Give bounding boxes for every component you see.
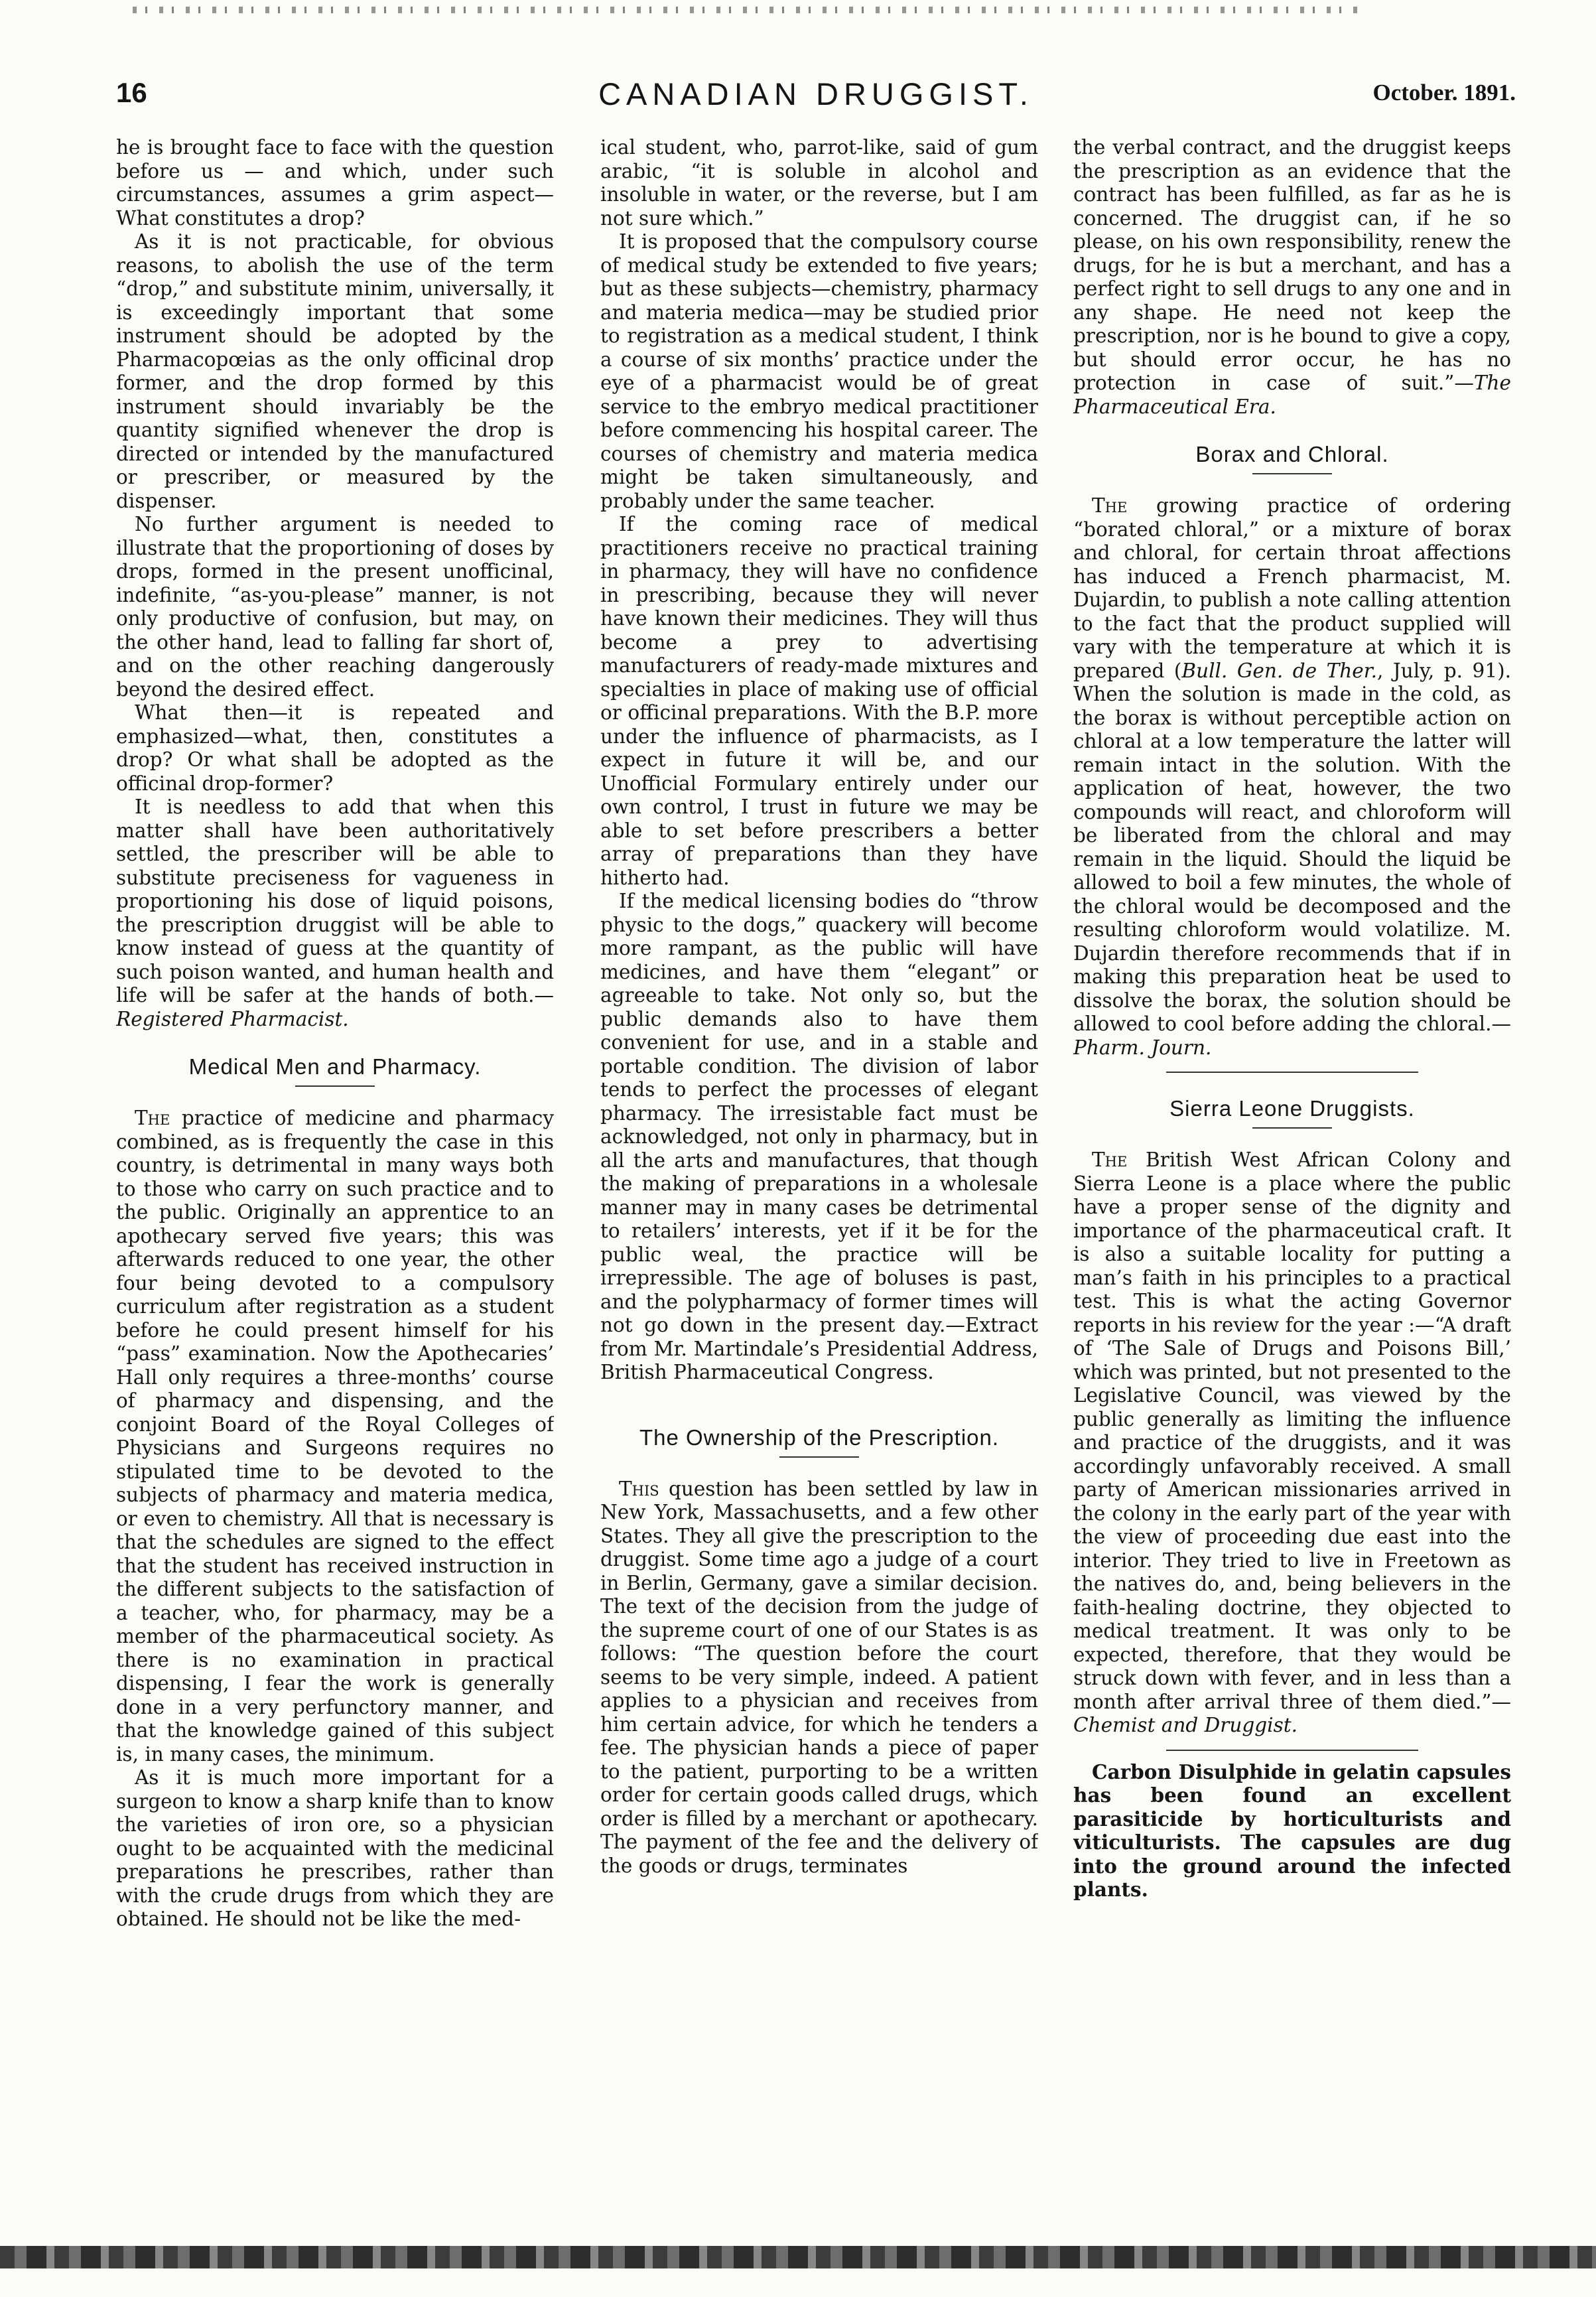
paragraph: What then—it is repeated and emphasized—what, then, constitutes a drop? Or what shall be adopted as the officinal drop-former? (116, 701, 554, 795)
citation: Bull. Gen. de Ther. (1181, 659, 1377, 682)
paragraph: If the medical licensing bodies do “throw physic to the dogs,” quackery will become more rampant, as the public will have medicines, and have them “elegant” or agreeable to take. Not only so, but the public demands also to have them convenient for use, and in a stable and portable condition. The division of labor tends to perfect the processes of elegant pharmacy. The irresistable fact must be acknowledged, not only in pharmacy, but in all the arts and manufactures, that though the making of preparations in a wholesale manner may in many cases be detrimental to retailers’ interests, yet if it be for the public weal, the practice will be irrepressible. The age of boluses is past, and the polypharmacy of former times will not go down in the present day.—Extract from Mr. Martindale’s Presidential Address, British Pharmaceutical Congress. (600, 890, 1038, 1383)
paragraph-text: British West African Colony and Sierra Leone is a place where the public have a proper sense of the dignity and importance of the pharmaceutical craft. It is also a suitable locality for putting a man’s faith in his principles to a practical test. This is what the acting Governor reports in his review for the year :—“A draft of ‘The Sale of Drugs and Poisons Bill,’ which was printed, but not presented to the Legislative Council, was viewed by the public generally as limiting the influence and practice of the druggists, and it was accordingly unfavorably received. A small party of American missionaries arrived in the colony in the early part of the year with the view of proceeding due east into the interior. They tried to live in Freetown as the natives do, and, being believers in the faith-healing doctrine, they objected to medical treatment. It was only to be expected, therefore, that they would be struck down with fever, and in less than a month after arrival three of them died.”— (1073, 1148, 1511, 1713)
paragraph: If the coming race of medical practitioners receive no practical training in pharmacy, they will have no confidence in prescribing, because they will never have known their medicines. They will thus become a prey to advertising manufacturers of ready-made mixtures and specialties in place of making use of official or officinal preparations. With the B.P. more under the influence of pharmacists, as I expect in future it will be, and our Unofficial Formulary entirely under our own control, I trust in future we may be able to set before prescribers a better array of preparations than they have hitherto had. (600, 513, 1038, 889)
paragraph (116, 1107, 554, 1766)
paragraph-text: practice of medicine and pharmacy combined, as is frequently the case in this country, is detrimental in many ways both to those who carry on such practice and to the public. Originally an apprentice to an apothecary served five years; this was afterwards reduced to one year, the other four being devoted to a compulsory curriculum after registration as a student before he could present himself for his “pass” examination. Now the Apothecaries’ Hall only requires a three-months’ course of pharmacy and dispensing, and the conjoint Board of the Royal Colleges of Physicians and Surgeons requires no stipulated time to be devoted to the subjects of pharmacy and materia medica, or even to chemistry. All that is necessary is that the schedules are signed to the effect that the student has received instruction in the different subjects to the satisfaction of a teacher, who, for pharmacy, may be a member of the pharmaceutical society. As there is no examination in practical dispensing, I fear the work is generally done in a very perfunctory manner, and that the knowledge gained of this subject is, in many cases, the minimum. (116, 1107, 554, 1766)
lead-word: The (135, 1107, 170, 1129)
section-rule (1166, 1750, 1418, 1751)
column-3 (1073, 136, 1511, 2226)
lead-word: The (1092, 494, 1128, 517)
scan-artifact-bottom (0, 2246, 1596, 2268)
paragraph-text: question has been settled by law in New York, Massachusetts, and a few other States. They all give the prescription to the druggist. Some time ago a judge of a court in Berlin, Germany, gave a similar decision. The text of the decision from the judge of the supreme court of one of our States is as follows: “The question before the court seems to be very simple, indeed. A patient applies to a physician and receives from him certain advice, for which he tenders a fee. The physician hands a piece of paper to the patient, purporting to be a written order for certain goods called drugs, which order is filled by a merchant or apothecary. The payment of the fee and the delivery of the goods or drugs, terminates (600, 1477, 1038, 1877)
scan-artifact-top (133, 7, 1360, 13)
paragraph: It is proposed that the compulsory course of medical study be extended to five years; but as these subjects—chemistry, pharmacy and materia medica—may be studied prior to registration as a medical student, I think a course of six months’ practice under the eye of a pharmacist would be of great service to the embryo medical practitioner before commencing his hospital career. The courses of chemistry and materia medica might be taken simultaneously, and probably under the same teacher. (600, 230, 1038, 512)
paragraph-text: growing practice of ordering “borated chloral,” or a mixture of borax and chloral, for certain throat affections has induced a French pharmacist, M. Dujardin, to publish a note calling attention to the fact that the product supplied will vary with the temperature at which it is prepared ( (1073, 494, 1511, 682)
citation: Registered Pharmacist. (116, 1007, 349, 1030)
article-heading-borax: Borax and Chloral. (1195, 442, 1389, 466)
paragraph: he is brought face to face with the question before us — and which, under such circumstances, assumes a grim aspect— What constitutes a drop? (116, 136, 554, 230)
heading-rule (1252, 1127, 1332, 1129)
column-2 (600, 136, 1038, 2226)
heading-rule (1252, 473, 1332, 474)
carbon-disulphide-note: Carbon Disulphide in gelatin capsules has been found an excellent parasiticide by horticulturists and viticulturists. The capsules are dug into the ground around the infected plants. (1073, 1760, 1511, 1901)
paragraph (1073, 494, 1511, 1060)
paragraph-text: , July, p. 91). When the solution is made in the cold, as the borax is without perceptible action on chloral at a low temperature the latter will remain intact in the solution. With the application of heat, however, the two compounds will react, and chloroform will be liberated from the chloral and may remain in the liquid. Should the liquid be allowed to boil a few minutes, the whole of the chloral would be decomposed and the resulting chloroform would volatilize. M. Dujardin therefore recommends that if in making this preparation heat be used to dissolve the borax, the solution should be allowed to cool before adding the chloral.— (1073, 659, 1511, 1035)
citation: Pharm. Journ. (1073, 1036, 1212, 1059)
citation: The Pharmaceutical Era. (1073, 372, 1511, 418)
paragraph (1073, 136, 1511, 419)
paragraph (1073, 1148, 1511, 1738)
paragraph (116, 796, 554, 1031)
paragraph: As it is much more important for a surgeon to know a sharp knife than to know the varieties of iron ore, so a physician ought to be acquainted with the medicinal preparations he prescribes, rather than with the crude drugs from which they are obtained. He should not be like the med- (116, 1766, 554, 1930)
paragraph: No further argument is needed to illustrate that the proportioning of doses by drops, formed in the present unofficinal, indefinite, “as-you-please” manner, is not only productive of confusion, but may, on the other hand, lead to falling far short of, and on the other reaching dangerously beyond the desired effect. (116, 513, 554, 701)
page-header (116, 64, 1516, 123)
article-heading-medical-men: Medical Men and Pharmacy. (188, 1054, 482, 1079)
page-number: 16 (116, 77, 147, 108)
paragraph (600, 1478, 1038, 1878)
article-heading-sierra-leone: Sierra Leone Druggists. (1169, 1096, 1415, 1121)
article-heading-ownership: The Ownership of the Prescription. (639, 1425, 1000, 1450)
lead-word: This (619, 1477, 659, 1500)
section-rule (1166, 1072, 1418, 1073)
column-1 (116, 136, 554, 2226)
heading-rule (779, 1456, 859, 1458)
citation: Chemist and Druggist. (1073, 1714, 1297, 1736)
paragraph-text: It is needless to add that when this matter shall have been authoritatively settled, the prescriber will be able to substitute preciseness for vagueness in proportioning his dose of liquid poisons, the prescription druggist will be able to know instead of guess at the quantity of such poison wanted, and human health and life will be safer at the hands of both.— (116, 796, 554, 1007)
journal-title: CANADIAN DRUGGIST. (598, 76, 1033, 111)
issue-date: October. 1891. (1372, 80, 1516, 105)
heading-rule (295, 1085, 375, 1087)
paragraph: As it is not practicable, for obvious reasons, to abolish the use of the term “drop,” and substitute minim, universally, it is exceedingly important that some instrument should be adopted by the Pharmacopœias as the only officinal drop former, and the drop formed by this instrument should invariably be the quantity signified whenever the drop is directed or intended by the manufactured or prescriber, or measured by the dispenser. (116, 230, 554, 512)
paragraph-text: the verbal contract, and the druggist keeps the prescription as an evidence that the contract has been fulfilled, as far as he is concerned. The druggist can, if he so please, on his own responsibility, renew the drugs, for he is but a merchant, and has a perfect right to sell drugs to any one and in any shape. He need not keep the prescription, nor is he bound to give a copy, but should error occur, he has no protection in case of suit.”— (1073, 136, 1511, 394)
lead-word: The (1092, 1148, 1128, 1171)
paragraph: ical student, who, parrot-like, said of gum arabic, “it is soluble in alcohol and insoluble in water, or the reverse, but I am not sure which.” (600, 136, 1038, 230)
